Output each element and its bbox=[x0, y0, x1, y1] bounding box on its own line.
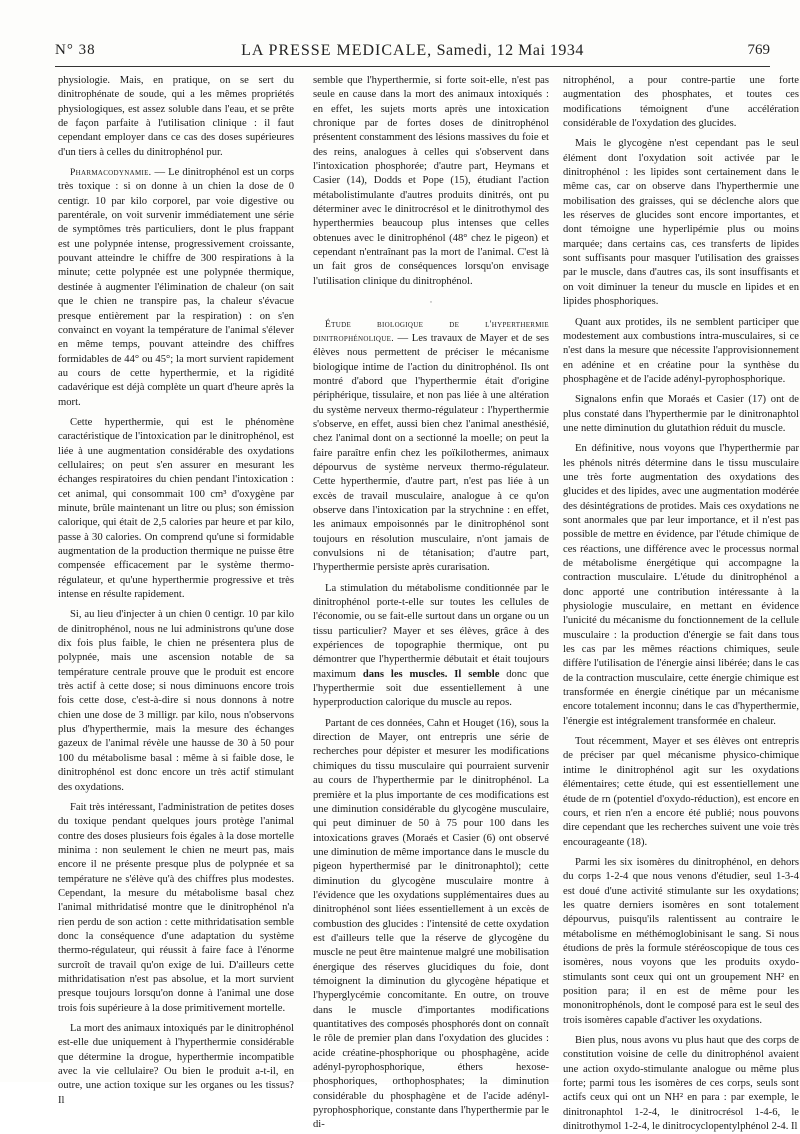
paragraph: Partant de ces données, Cahn et Houget (16), sous la direction de Mayer, ont entrepris une série de recherches pour dépister et mesurer les modifications chimiques du tissu musculaire qui pourraient survenir au cours de l'hyperthermie par le dinitrophénol. La première et la plus importante de ces modifications est une diminution considérable du glycogène musculaire, qui peut diminuer de 50 à 75 pour 100 dans les intoxications graves (Moraés et Casier (6) ont observé une diminution de même importance dans le muscle du pigeon hyperthermisé par le dinitronaphtol); cette diminution du glycogène musculaire montre à l'évidence que les oxydations supplémentaires dues au dinitrophénol sont liées essentiellement à un excès de combustion des glucides : l'intensité de cette oxydation est d'ailleurs telle que la réserve de glycogène du muscle ne peut être maintenue malgré une mobilisation énergique des réserves glucidiques du foie, dont témoignent la diminution du glycogène hépatique et l'hyperglycémie concomitante. En outre, on trouve dans le muscle d'importantes modifications quantitatives des composés phosphorés dont on connaît le rôle de premier plan dans l'oxydation des glucides : acide créatine-phosphorique ou phosphagène, acide adényl-pyrophosphorique, éthers hexose-phosphoriques, orthophosphates; la diminution considérable du phosphagène et de l'acide adényl-pyrophosphorique, constante dans l'hyperthermie par le di- bbox=[313, 717, 549, 1131]
running-title bbox=[55, 42, 770, 60]
paragraph: semble que l'hyperthermie, si forte soit-elle, n'est pas seule en cause dans la mort des animaux intoxiqués : en effet, les sujets morts après une intoxication chronique par de fortes doses de dinitrophénol présentent constamment des lésions massives du foie et des reins, analogues à celles qui s'observent dans l'intoxication phosphorée; d'autre part, Heymans et Casier (14), Dodds et Pope (15), étudiant l'action métabolistimulante d'autres produits dinitrés, ont pu déterminer avec le dinitrocrésol et le dinitrothymol des hyperthermies beaucoup plus intenses que celles obtenues avec le dinitrophénol (48° chez le pigeon) et cependant n'entraînant pas la mort de l'animal. C'est là un fait gros de conséquences lorsqu'on envisage l'utilisation clinique du dinitrophénol. bbox=[313, 75, 549, 287]
text-column-2 bbox=[313, 74, 549, 1131]
page-header bbox=[55, 42, 770, 68]
header-rule bbox=[55, 66, 770, 67]
paragraph: physiologie. Mais, en pratique, on se sert du dinitrophénate de soude, qui a les mêmes propriétés physiologiques, est assez soluble dans l'eau, et se prête de façon parfaite à l'utilisation clinique : il faut cependant employer dans ce cas des doses supérieures d'un tiers à celles du dinitrophénol pur. bbox=[58, 75, 294, 158]
issue-number: N° 38 bbox=[55, 42, 96, 58]
publication-name: LA PRESSE MEDICALE, bbox=[241, 42, 433, 59]
paragraph: En définitive, nous voyons que l'hyperthermie par les phénols nitrés détermine dans le tissu musculaire une très forte augmentation des oxydations des glucides et des lipides, avec une augmentation modérée des désintégrations de protides. Mais ces oxydations ne sont anormales que par leur importance, et il n'est pas possible de mettre en évidence, par l'étude chimique de ces réactions, une différence avec le processus normal de métabolisme énergétique qui accompagne la contraction musculaire. L'étude du dinitrophénol a donc apporté une contribution intéressante à la physiologie musculaire, en mettant en évidence l'unicité du mécanisme du fonctionnement de la cellule musculaire : la production d'énergie se fait dans tous les cas par les mêmes réactions chimiques, seule diffère l'utilisation de l'énergie ainsi libérée; dans le cas de la contraction musculaire, cette énergie chimique est transformée en énergie cinétique par un mécanisme encore totalement inconnu; dans le cas d'hyperthermie, l'énergie est intégralement transformée en chaleur. bbox=[563, 443, 799, 727]
section-heading: Étude biologique de l'hyperthermie dinitrophénolique. bbox=[313, 318, 549, 344]
section-pharmacodynamie bbox=[58, 166, 294, 410]
paragraph: nitrophénol, a pour contre-partie une forte augmentation des phosphates, et toutes ces modifications témoignent d'une accélération considérable de l'oxydation des glucides. bbox=[563, 75, 799, 130]
section-heading: Pharmacodynamie. bbox=[70, 167, 152, 179]
text-column-1 bbox=[58, 74, 294, 1106]
paragraph: Cette hyperthermie, qui est le phénomène caractéristique de l'intoxication par le dinitrophénol, est liée à une augmentation considérable des oxydations cellulaires; on peut s'en assurer en mesurant les échanges respiratoires du chien pendant l'intoxication : cet animal, qui consommait 100 cm³ d'oxygène par minute, brûle maintenant un litre ou plus; son émission calorique, qui était de 2,5 calories par heure et par kilo, passe à 30 calories. On comprend qu'une si formidable augmentation de la production thermique ne puisse être compensée efficacement par le système thermo-régulateur, et qu'une hyperthermie progressive et très intense en résulte rapidement. bbox=[58, 416, 294, 601]
paragraph bbox=[313, 582, 549, 711]
section-separator: · bbox=[429, 297, 433, 308]
paragraph: Fait très intéressant, l'administration de petites doses du toxique pendant quelques jours protège l'animal contre des doses plusieurs fois égales à la dose mortelle minima : non seulement le chien ne meurt pas, mais encore il ne présente presque plus de polypnée et sa température ne s'élève qu'à des chiffres plus modestes. Cependant, la mesure du métabolisme basal chez l'animal mithridatisé montre que le dinitrophénol n'a rien perdu de son action : cette mithridatisation semble donc la conséquence d'une adaptation du système thermo-régulateur, qui réussit à faire face à l'énorme surcroît de travail qu'on exige de lui. D'ailleurs cette mithridatisation n'est pas absolue, et la mort survient presque toujours lorsqu'on donne à l'animal une dose trois fois supérieure à la dose primitivement mortelle. bbox=[58, 801, 294, 1014]
page-number: 769 bbox=[747, 42, 770, 58]
bold-phrase: dans les muscles. Il semble bbox=[362, 668, 500, 680]
issue-date: Samedi, 12 Mai 1934 bbox=[436, 42, 584, 59]
paragraph: Signalons enfin que Moraés et Casier (17) ont de plus constaté dans l'hyperthermie par le dinitronaphtol une nette diminution du glutathion réduit du muscle. bbox=[563, 394, 799, 434]
text-column-3 bbox=[563, 74, 799, 1133]
paragraph-text: — Le dinitrophénol est un corps très toxique : si on donne à un chien la dose de 0 centigr. 10 par kilo corporel, par voie digestive ou parentérale, on voit survenir immédiatement une série de symptômes très particuliers, dont le plus frappant est une polypnée intense, progressivement croissante, pouvant atteindre le chiffre de 300 respirations à la minute; cette polypnée est une polypnée thermique, destinée à augmenter l'élimination de chaleur (on sait que le chien ne transpire pas, la chaleur s'évacue presque entièrement par la respiration) : on s'en convainct en voyant la température de l'animal s'élever en même temps, pouvant atteindre des chiffres formidables de 44° ou 45°; la mort survient rapidement au cours de cette hyperthermie, et la rigidité cadavérique est déjà complète un quart d'heure après la mort. bbox=[58, 167, 294, 408]
paragraph: Si, au lieu d'injecter à un chien 0 centigr. 10 par kilo de dinitrophénol, nous ne lui administrons qu'une dose dix fois plus faible, le chien ne présentera plus de polypnée, mais une ascension notable de sa température centrale prouve que le produit est encore très actif à cette dose; si nous diminuons encore trois fois cette dose, c'est-à-dire si nous donnons à notre chien une dose de 3 milligr. par kilo, nous n'observons plus d'hyperthermie, mais la mesure des échanges gazeux de l'animal révèle une hausse de 30 à 50 pour 100 du métabolisme basal : même à si faible dose, le dinitrophénol est donc encore un très actif stimulant des oxydations. bbox=[58, 609, 294, 793]
paragraph-text: donc que l'hyperthermie soit due essentiellement à une hyperproduction calorique du muscle au repos. bbox=[313, 668, 549, 709]
paragraph-text: La stimulation du métabolisme conditionnée par le dinitrophénol porte-t-elle sur toutes les cellules de l'économie, ou se fait-elle surtout dans un organe ou un tissu particulier? Mayer et ses élèves, grâce à des expériences de topographie thermique, ont pu démontrer que l'hyperthermie débutait et était toujours maximum bbox=[313, 582, 549, 680]
paragraph: Parmi les six isomères du dinitrophénol, en dehors du corps 1-2-4 que nous venons d'étudier, seul 1-3-4 est doué d'une activité stimulante sur les oxydations; les quatre derniers isomères en sont totalement dépourvus, puisqu'ils ralentissent au contraire le métabolisme en méthémoglobinisant le sang. Si nous étudions de près la formule stéréoscopique de tous ces isomères, nous voyons que les produits oxydo-stimulants sont ceux qui ont un groupement NH² en position para; il en est de même pour les mononitrophénols, dont le composé para est le seul des trois isomères capable d'activer les oxydations. bbox=[563, 856, 799, 1026]
paragraph: La mort des animaux intoxiqués par le dinitrophénol est-elle due uniquement à l'hyperthermie considérable que détermine la drogue, hyperthermie incompatible avec la vie cellulaire? Ou bien le produit a-t-il, en outre, une action toxique sur les organes ou les tissus? Il bbox=[58, 1023, 294, 1106]
paragraph: Mais le glycogène n'est cependant pas le seul élément dont l'oxydation soit activée par le dinitrophénol : les lipides sont certainement dans le même cas, car on observe dans l'hyperthermie une mobilisation des graisses, qui se déclenche alors que les réserves de glucides sont encore importantes, et dont témoigne une hyperlipémie plus ou moins marquée; dans certains cas, ces transferts de lipides sont suffisants pour masquer l'utilisation des graisses par le muscle, dans d'autres cas, ils sont insuffisants et on voit diminuer la teneur du muscle en lipides et en lipides phosphoriques. bbox=[563, 138, 799, 308]
paragraph: Quant aux protides, ils ne semblent participer que modestement aux combustions intra-musculaires, si ce n'est dans la mesure que nécessite l'approvisionnement en adénine et en créatine pour la synthèse du phosphagène et de l'acide adényl-pyrophosphorique. bbox=[563, 316, 799, 385]
paragraph: Bien plus, nous avons vu plus haut que des corps de constitution voisine de celle du dinitrophénol avaient une action oxydo-stimulante analogue ou même plus forte; parmi tous les isomères de ces corps, seuls sont actifs ceux qui ont un NH² en para : par exemple, le dinitronaphtol 1-2-4, le dinitrocrésol 1-4-6, le dinitrothymol 1-2-4, le dinitrocyclopentylphénol 2-4. Il bbox=[563, 1035, 799, 1133]
section-etude-biologique bbox=[313, 318, 549, 576]
paragraph: Tout récemment, Mayer et ses élèves ont entrepris de préciser par quel mécanisme physico-chimique intime le dinitrophénol agit sur les oxydations élémentaires; cette étude, qui est essentiellement une étude de rn (potentiel d'oxydo-réduction), est encore en cours, et rien n'en a encore été publié; nous pouvons dire cependant que les recherches suivent une voie très encourageante (18). bbox=[563, 736, 799, 848]
paragraph-text: — Les travaux de Mayer et de ses élèves nous permettent de préciser le mécanisme biologique intime de l'action du dinitrophénol. Ils ont montré d'abord que l'hyperthermie était d'origine périphérique, tissulaire, et non pas liée à une altération du système nerveux thermo-régulateur : l'hyperthermie s'observe, en effet, aussi bien chez l'animal anesthésié, chez l'animal dont on a sectionné la moelle; on peut la faire paraître enfin chez les poïkilothermes, animaux dépourvus de système nerveux thermo-régulateur. Cette hyperthermie, d'autre part, n'est pas liée à un excès de travail musculaire, analogue à ce qu'on observe dans l'intoxication par la strychnine : en effet, les animaux empoisonnés par le dinitrophénol sont toujours en résolution musculaire, n'ont jamais de convulsions ni de tétanisation; d'autre part, l'hyperthermie persiste après curarisation. bbox=[313, 332, 549, 574]
